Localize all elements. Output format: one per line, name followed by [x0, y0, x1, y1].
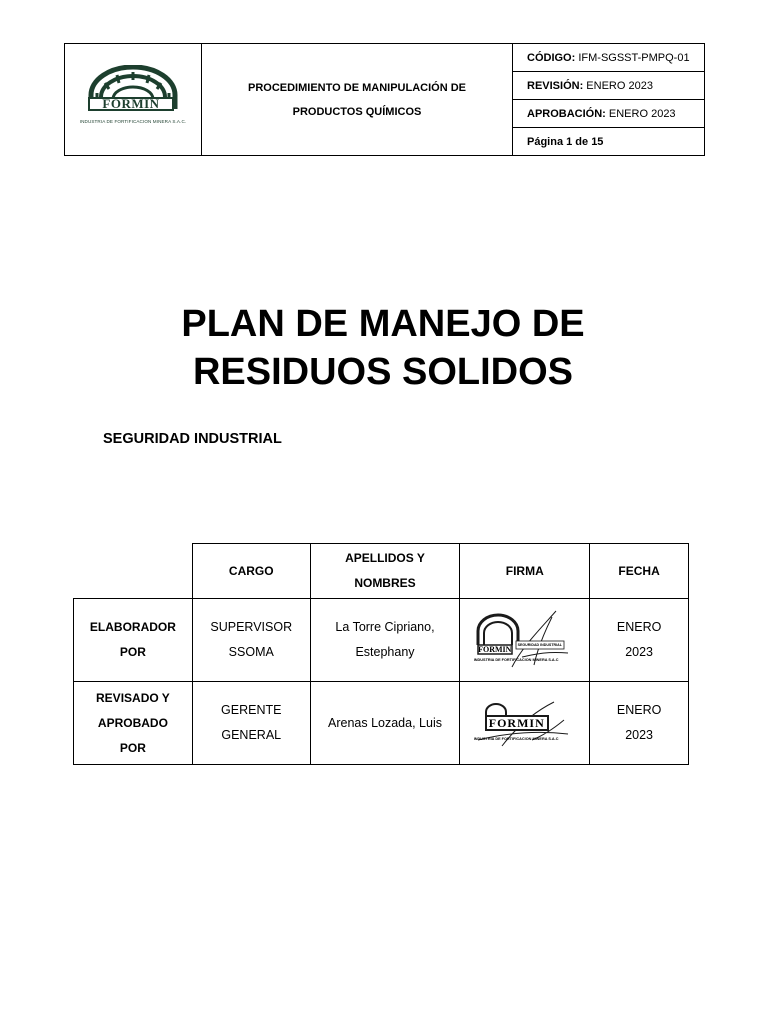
aprobacion-value: ENERO 2023 — [608, 107, 676, 120]
row-fecha — [590, 682, 689, 765]
empty-corner-cell — [74, 544, 193, 599]
row-fecha-line: ENERO — [616, 703, 662, 717]
signature-stamp — [472, 690, 578, 756]
aprobacion-label: APROBACIÓN: — [527, 107, 606, 120]
column-header-apellidos — [310, 544, 460, 599]
revision-value: ENERO 2023 — [586, 79, 653, 92]
company-logo — [73, 63, 193, 137]
stamp-subtext: INDUSTRIA DE FORTIFICACION MINERA S.A.C — [473, 658, 559, 662]
row-role-line: ELABORADOR — [89, 620, 176, 634]
codigo-field — [513, 44, 705, 72]
stamp-side-text: SEGURIDAD INDUSTRIAL — [517, 643, 562, 647]
row-cargo-line: SSOMA — [228, 645, 274, 659]
row-role-line: REVISADO Y — [96, 690, 170, 705]
table-row — [74, 599, 689, 682]
column-header-cargo: CARGO — [192, 544, 310, 599]
aprobacion-field — [513, 100, 705, 128]
revision-label: REVISIÓN: — [527, 79, 584, 92]
row-name — [310, 599, 460, 682]
logo-subtext: INDUSTRIA DE FORTIFICACION MINERA S.A.C. — [79, 118, 187, 124]
procedure-title-line2: PRODUCTOS QUÍMICOS — [292, 105, 422, 118]
procedure-title — [202, 44, 513, 156]
signature-stamp — [472, 607, 578, 673]
row-cargo-line: SUPERVISOR — [210, 620, 293, 634]
document-title-line1: PLAN DE MANEJO DE — [181, 303, 585, 345]
document-subtitle: SEGURIDAD INDUSTRIAL — [103, 431, 282, 447]
column-header-fecha: FECHA — [590, 544, 689, 599]
row-cargo-line: GERENTE — [221, 703, 282, 717]
row-fecha-line: 2023 — [625, 645, 653, 659]
row-cargo — [192, 599, 310, 682]
document-title-line2: RESIDUOS SOLIDOS — [192, 351, 574, 393]
signature-table — [73, 543, 689, 765]
row-role-line: POR — [119, 740, 146, 755]
logo-wordmark: FORMIN — [88, 97, 174, 111]
row-name-line: Arenas Lozada, Luis — [328, 715, 442, 730]
table-row — [74, 682, 689, 765]
column-header-firma: FIRMA — [460, 544, 590, 599]
stamp-subtext: INDUSTRIA DE FORTIFICACION MINERA S.A.C — [473, 737, 559, 741]
row-fecha — [590, 599, 689, 682]
codigo-value: IFM-SGSST-PMPQ-01 — [578, 51, 690, 64]
stamp-wordmark: FORMIN — [488, 716, 545, 730]
row-cargo-line: GENERAL — [221, 728, 282, 742]
document-header — [64, 43, 705, 156]
row-fecha-line: ENERO — [616, 620, 662, 634]
row-name-line: La Torre Cipriano, — [335, 620, 435, 634]
row-name-line: Estephany — [355, 645, 415, 659]
company-logo-cell — [65, 44, 202, 156]
procedure-title-line1: PROCEDIMIENTO DE MANIPULACIÓN DE — [248, 81, 466, 94]
revision-field — [513, 72, 705, 100]
column-header-apellidos-line1: APELLIDOS Y — [345, 551, 425, 565]
row-role-line: APROBADO — [97, 715, 168, 730]
row-role — [74, 682, 193, 765]
row-name — [310, 682, 460, 765]
page-number: Página 1 de 15 — [513, 128, 705, 156]
row-role-line: POR — [119, 645, 146, 659]
row-firma — [460, 682, 590, 765]
column-header-apellidos-line2: NOMBRES — [354, 576, 416, 590]
document-title — [0, 300, 766, 396]
codigo-label: CÓDIGO: — [527, 51, 576, 64]
stamp-wordmark: FORMIN — [478, 645, 512, 654]
row-cargo — [192, 682, 310, 765]
row-firma — [460, 599, 590, 682]
signature-scribble-icon — [472, 607, 578, 673]
row-role — [74, 599, 193, 682]
row-fecha-line: 2023 — [625, 728, 653, 742]
